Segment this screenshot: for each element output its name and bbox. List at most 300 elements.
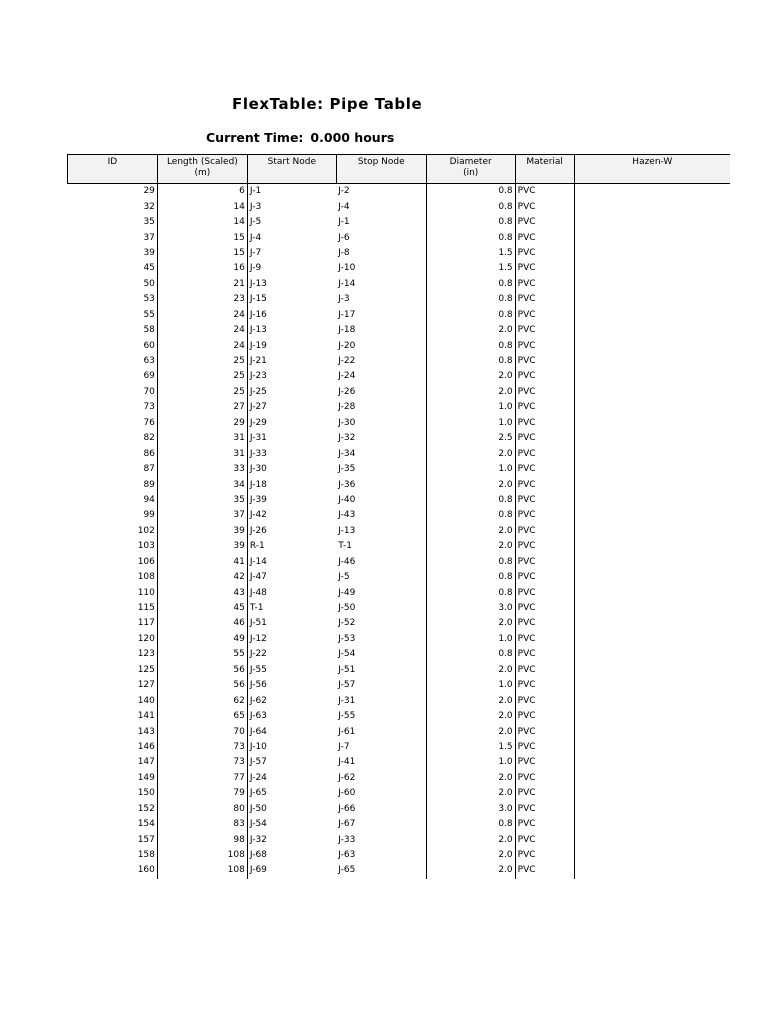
material-cell: PVC xyxy=(515,755,574,770)
material-cell: PVC xyxy=(515,446,574,461)
length-cell: 43 xyxy=(157,585,247,600)
table-row[interactable] xyxy=(68,616,731,631)
stop-node-cell: J-35 xyxy=(336,462,426,477)
table-row[interactable] xyxy=(68,184,731,200)
column-header-id[interactable] xyxy=(68,155,158,184)
table-row[interactable] xyxy=(68,308,731,323)
table-row[interactable] xyxy=(68,416,731,431)
material-cell: PVC xyxy=(515,863,574,878)
material-cell: PVC xyxy=(515,632,574,647)
table-row[interactable] xyxy=(68,323,731,338)
id-cell: 39 xyxy=(68,246,158,261)
material-cell: PVC xyxy=(515,647,574,662)
table-row[interactable] xyxy=(68,354,731,369)
material-cell: PVC xyxy=(515,431,574,446)
length-cell: 31 xyxy=(157,431,247,446)
table-row[interactable] xyxy=(68,292,731,307)
material-cell: PVC xyxy=(515,416,574,431)
diameter-cell: 0.8 xyxy=(426,230,515,245)
diameter-cell: 0.8 xyxy=(426,338,515,353)
id-cell: 55 xyxy=(68,308,158,323)
diameter-cell: 2.0 xyxy=(426,369,515,384)
table-row[interactable] xyxy=(68,817,731,832)
start-node-cell: J-56 xyxy=(249,680,267,691)
hazen-williams-cell xyxy=(574,446,730,461)
table-row[interactable] xyxy=(68,246,731,261)
table-row[interactable] xyxy=(68,230,731,245)
table-body xyxy=(68,184,731,879)
material-cell: PVC xyxy=(515,585,574,600)
hazen-williams-cell xyxy=(574,663,730,678)
diameter-cell: 0.8 xyxy=(426,647,515,662)
material-cell: PVC xyxy=(515,848,574,863)
table-row[interactable] xyxy=(68,338,731,353)
length-cell: 14 xyxy=(157,199,247,214)
table-row[interactable] xyxy=(68,709,731,724)
start-node-cell: J-15 xyxy=(249,294,267,305)
diameter-cell: 2.0 xyxy=(426,832,515,847)
diameter-cell: 2.0 xyxy=(426,524,515,539)
diameter-cell: 1.0 xyxy=(426,416,515,431)
diameter-cell: 0.8 xyxy=(426,215,515,230)
start-node-cell: J-65 xyxy=(249,788,267,799)
id-cell: 115 xyxy=(68,601,158,616)
current-time xyxy=(206,130,394,145)
id-cell: 117 xyxy=(68,616,158,631)
table-row[interactable] xyxy=(68,539,731,554)
id-cell: 37 xyxy=(68,230,158,245)
hazen-williams-cell xyxy=(574,400,730,415)
start-node-cell: J-4 xyxy=(249,232,262,243)
material-cell: PVC xyxy=(515,616,574,631)
diameter-cell: 2.0 xyxy=(426,323,515,338)
material-cell: PVC xyxy=(515,462,574,477)
length-cell: 98 xyxy=(157,832,247,847)
diameter-cell: 2.0 xyxy=(426,663,515,678)
start-node-cell: J-32 xyxy=(249,834,267,845)
current-time-label: Current Time: xyxy=(206,130,304,145)
diameter-cell: 0.8 xyxy=(426,555,515,570)
table-row[interactable] xyxy=(68,678,731,693)
id-cell: 45 xyxy=(68,261,158,276)
length-cell: 39 xyxy=(157,539,247,554)
hazen-williams-cell xyxy=(574,369,730,384)
start-node-cell: J-5 xyxy=(249,217,262,228)
table-row[interactable] xyxy=(68,724,731,739)
diameter-cell: 2.0 xyxy=(426,693,515,708)
table-row[interactable] xyxy=(68,431,731,446)
table-row[interactable] xyxy=(68,755,731,770)
length-cell: 21 xyxy=(157,277,247,292)
id-cell: 123 xyxy=(68,647,158,662)
column-header-hazen-williams[interactable] xyxy=(574,155,730,184)
stop-node-cell: J-6 xyxy=(336,230,426,245)
id-cell: 110 xyxy=(68,585,158,600)
table-row[interactable] xyxy=(68,647,731,662)
stop-node-cell: J-57 xyxy=(336,678,426,693)
id-cell: 103 xyxy=(68,539,158,554)
diameter-cell: 0.8 xyxy=(426,354,515,369)
material-cell: PVC xyxy=(515,740,574,755)
hazen-williams-cell xyxy=(574,462,730,477)
stop-node-cell: J-22 xyxy=(336,354,426,369)
start-node-cell: J-16 xyxy=(249,309,267,320)
id-cell: 94 xyxy=(68,493,158,508)
start-node-cell: J-1 xyxy=(249,186,262,197)
table-row[interactable] xyxy=(68,508,731,523)
table-row[interactable] xyxy=(68,786,731,801)
table-row[interactable] xyxy=(68,802,731,817)
material-cell: PVC xyxy=(515,817,574,832)
id-cell: 160 xyxy=(68,863,158,878)
stop-node-cell: J-3 xyxy=(336,292,426,307)
material-cell: PVC xyxy=(515,709,574,724)
length-cell: 73 xyxy=(157,740,247,755)
id-cell: 89 xyxy=(68,477,158,492)
start-node-cell: J-42 xyxy=(249,510,267,521)
length-cell: 79 xyxy=(157,786,247,801)
id-cell: 149 xyxy=(68,771,158,786)
length-cell: 33 xyxy=(157,462,247,477)
table-row[interactable] xyxy=(68,832,731,847)
start-node-cell: J-33 xyxy=(249,448,267,459)
id-cell: 86 xyxy=(68,446,158,461)
diameter-cell: 2.5 xyxy=(426,431,515,446)
id-cell: 143 xyxy=(68,724,158,739)
table-row[interactable] xyxy=(68,524,731,539)
length-cell: 34 xyxy=(157,477,247,492)
id-cell: 82 xyxy=(68,431,158,446)
stop-node-cell: J-5 xyxy=(336,570,426,585)
id-cell: 53 xyxy=(68,292,158,307)
start-node-cell: J-30 xyxy=(249,464,267,475)
table-row[interactable] xyxy=(68,663,731,678)
start-node-cell: J-50 xyxy=(249,803,267,814)
length-cell: 24 xyxy=(157,338,247,353)
column-header-label: Hazen-W xyxy=(632,157,673,167)
start-node-cell: J-24 xyxy=(249,772,267,783)
start-node-cell: J-54 xyxy=(249,819,267,830)
length-cell: 77 xyxy=(157,771,247,786)
length-cell: 25 xyxy=(157,369,247,384)
table-row[interactable] xyxy=(68,493,731,508)
length-cell: 29 xyxy=(157,416,247,431)
id-cell: 32 xyxy=(68,199,158,214)
diameter-cell: 0.8 xyxy=(426,308,515,323)
column-header-unit: (m) xyxy=(194,168,211,178)
table-row[interactable] xyxy=(68,632,731,647)
hazen-williams-cell xyxy=(574,647,730,662)
hazen-williams-cell xyxy=(574,555,730,570)
hazen-williams-cell xyxy=(574,724,730,739)
stop-node-cell: J-63 xyxy=(336,848,426,863)
hazen-williams-cell xyxy=(574,524,730,539)
table-row[interactable] xyxy=(68,400,731,415)
diameter-cell: 2.0 xyxy=(426,539,515,554)
id-cell: 69 xyxy=(68,369,158,384)
table-row[interactable] xyxy=(68,385,731,400)
diameter-cell: 1.5 xyxy=(426,740,515,755)
hazen-williams-cell xyxy=(574,709,730,724)
hazen-williams-cell xyxy=(574,693,730,708)
length-cell: 25 xyxy=(157,354,247,369)
stop-node-cell: J-24 xyxy=(336,369,426,384)
diameter-cell: 0.8 xyxy=(426,184,515,200)
start-node-cell: J-22 xyxy=(249,649,267,660)
material-cell: PVC xyxy=(515,693,574,708)
start-node-cell: J-48 xyxy=(249,587,267,598)
material-cell: PVC xyxy=(515,230,574,245)
start-node-cell: R-1 xyxy=(249,541,265,552)
material-cell: PVC xyxy=(515,724,574,739)
stop-node-cell: J-31 xyxy=(336,693,426,708)
length-cell: 108 xyxy=(157,863,247,878)
table-row[interactable] xyxy=(68,477,731,492)
start-node-cell: J-9 xyxy=(249,263,262,274)
material-cell: PVC xyxy=(515,354,574,369)
diameter-cell: 0.8 xyxy=(426,199,515,214)
table-row[interactable] xyxy=(68,863,731,878)
diameter-cell: 1.0 xyxy=(426,462,515,477)
diameter-cell: 2.0 xyxy=(426,771,515,786)
material-cell: PVC xyxy=(515,369,574,384)
start-node-cell: J-57 xyxy=(249,757,267,768)
diameter-cell: 1.5 xyxy=(426,246,515,261)
start-node-cell: J-13 xyxy=(249,278,267,289)
column-header-material[interactable] xyxy=(515,155,574,184)
length-cell: 14 xyxy=(157,215,247,230)
diameter-cell: 1.0 xyxy=(426,755,515,770)
table-row[interactable] xyxy=(68,601,731,616)
stop-node-cell: J-66 xyxy=(336,802,426,817)
hazen-williams-cell xyxy=(574,740,730,755)
hazen-williams-cell xyxy=(574,585,730,600)
material-cell: PVC xyxy=(515,663,574,678)
column-header-stop-node[interactable] xyxy=(336,155,426,184)
stop-node-cell: J-7 xyxy=(336,740,426,755)
diameter-cell: 2.0 xyxy=(426,385,515,400)
column-header-label: Material xyxy=(526,157,563,167)
hazen-williams-cell xyxy=(574,261,730,276)
current-time-value: 0.000 hours xyxy=(310,130,395,145)
id-cell: 108 xyxy=(68,570,158,585)
stop-node-cell: J-10 xyxy=(336,261,426,276)
length-cell: 35 xyxy=(157,493,247,508)
material-cell: PVC xyxy=(515,261,574,276)
id-cell: 127 xyxy=(68,678,158,693)
table-row[interactable] xyxy=(68,446,731,461)
length-cell: 49 xyxy=(157,632,247,647)
table-row[interactable] xyxy=(68,369,731,384)
material-cell: PVC xyxy=(515,786,574,801)
hazen-williams-cell xyxy=(574,493,730,508)
stop-node-cell: J-1 xyxy=(336,215,426,230)
stop-node-cell: J-61 xyxy=(336,724,426,739)
hazen-williams-cell xyxy=(574,678,730,693)
start-node-cell: J-21 xyxy=(249,356,267,367)
start-node-cell: J-63 xyxy=(249,711,267,722)
length-cell: 62 xyxy=(157,693,247,708)
stop-node-cell: J-30 xyxy=(336,416,426,431)
hazen-williams-cell xyxy=(574,539,730,554)
material-cell: PVC xyxy=(515,400,574,415)
stop-node-cell: J-2 xyxy=(336,184,426,200)
start-node-cell: J-51 xyxy=(249,618,267,629)
column-header-label: Diameter xyxy=(449,157,492,167)
id-cell: 35 xyxy=(68,215,158,230)
id-cell: 140 xyxy=(68,693,158,708)
material-cell: PVC xyxy=(515,277,574,292)
hazen-williams-cell xyxy=(574,508,730,523)
length-cell: 83 xyxy=(157,817,247,832)
material-cell: PVC xyxy=(515,385,574,400)
start-node-cell: J-25 xyxy=(249,386,267,397)
stop-node-cell: J-36 xyxy=(336,477,426,492)
pipe-table xyxy=(67,154,730,879)
diameter-cell: 0.8 xyxy=(426,817,515,832)
column-header-label: Start Node xyxy=(267,157,316,167)
start-node-cell: J-64 xyxy=(249,726,267,737)
start-node-cell: J-39 xyxy=(249,494,267,505)
diameter-cell: 1.0 xyxy=(426,632,515,647)
hazen-williams-cell xyxy=(574,277,730,292)
hazen-williams-cell xyxy=(574,632,730,647)
hazen-williams-cell xyxy=(574,292,730,307)
id-cell: 157 xyxy=(68,832,158,847)
stop-node-cell: J-55 xyxy=(336,709,426,724)
length-cell: 70 xyxy=(157,724,247,739)
id-cell: 152 xyxy=(68,802,158,817)
diameter-cell: 3.0 xyxy=(426,601,515,616)
diameter-cell: 2.0 xyxy=(426,724,515,739)
hazen-williams-cell xyxy=(574,771,730,786)
length-cell: 25 xyxy=(157,385,247,400)
start-node-cell: J-7 xyxy=(249,247,262,258)
column-header-label: ID xyxy=(107,157,118,167)
table-row[interactable] xyxy=(68,848,731,863)
diameter-cell: 1.0 xyxy=(426,400,515,415)
start-node-cell: J-10 xyxy=(249,741,267,752)
material-cell: PVC xyxy=(515,771,574,786)
id-cell: 147 xyxy=(68,755,158,770)
start-node-cell: J-47 xyxy=(249,572,267,583)
length-cell: 73 xyxy=(157,755,247,770)
table-header-row xyxy=(68,155,731,184)
table-row[interactable] xyxy=(68,740,731,755)
material-cell: PVC xyxy=(515,184,574,200)
length-cell: 80 xyxy=(157,802,247,817)
stop-node-cell: J-18 xyxy=(336,323,426,338)
id-cell: 154 xyxy=(68,817,158,832)
start-node-cell: J-3 xyxy=(249,201,262,212)
column-header-start-node[interactable] xyxy=(247,155,336,184)
length-cell: 108 xyxy=(157,848,247,863)
id-cell: 158 xyxy=(68,848,158,863)
table-row[interactable] xyxy=(68,215,731,230)
length-cell: 56 xyxy=(157,663,247,678)
stop-node-cell: J-40 xyxy=(336,493,426,508)
stop-node-cell: J-54 xyxy=(336,647,426,662)
material-cell: PVC xyxy=(515,493,574,508)
length-cell: 45 xyxy=(157,601,247,616)
start-node-cell: J-69 xyxy=(249,865,267,876)
start-node-cell: J-26 xyxy=(249,525,267,536)
id-cell: 70 xyxy=(68,385,158,400)
hazen-williams-cell xyxy=(574,832,730,847)
id-cell: 99 xyxy=(68,508,158,523)
material-cell: PVC xyxy=(515,246,574,261)
hazen-williams-cell xyxy=(574,616,730,631)
column-header-diameter[interactable] xyxy=(426,155,515,184)
hazen-williams-cell xyxy=(574,601,730,616)
table-row[interactable] xyxy=(68,462,731,477)
table-row[interactable] xyxy=(68,771,731,786)
stop-node-cell: J-32 xyxy=(336,431,426,446)
table-row[interactable] xyxy=(68,277,731,292)
id-cell: 63 xyxy=(68,354,158,369)
stop-node-cell: J-51 xyxy=(336,663,426,678)
hazen-williams-cell xyxy=(574,308,730,323)
table-row[interactable] xyxy=(68,555,731,570)
stop-node-cell: J-53 xyxy=(336,632,426,647)
diameter-cell: 2.0 xyxy=(426,848,515,863)
material-cell: PVC xyxy=(515,338,574,353)
length-cell: 46 xyxy=(157,616,247,631)
id-cell: 58 xyxy=(68,323,158,338)
id-cell: 150 xyxy=(68,786,158,801)
stop-node-cell: J-41 xyxy=(336,755,426,770)
diameter-cell: 2.0 xyxy=(426,616,515,631)
diameter-cell: 0.8 xyxy=(426,570,515,585)
length-cell: 42 xyxy=(157,570,247,585)
stop-node-cell: J-4 xyxy=(336,199,426,214)
hazen-williams-cell xyxy=(574,230,730,245)
id-cell: 60 xyxy=(68,338,158,353)
start-node-cell: J-23 xyxy=(249,371,267,382)
stop-node-cell: J-28 xyxy=(336,400,426,415)
hazen-williams-cell xyxy=(574,863,730,878)
hazen-williams-cell xyxy=(574,338,730,353)
table-row[interactable] xyxy=(68,693,731,708)
diameter-cell: 0.8 xyxy=(426,493,515,508)
id-cell: 120 xyxy=(68,632,158,647)
id-cell: 76 xyxy=(68,416,158,431)
hazen-williams-cell xyxy=(574,570,730,585)
stop-node-cell: J-60 xyxy=(336,786,426,801)
column-header-label: Stop Node xyxy=(357,157,405,167)
id-cell: 106 xyxy=(68,555,158,570)
hazen-williams-cell xyxy=(574,817,730,832)
stop-node-cell: J-26 xyxy=(336,385,426,400)
table-row[interactable] xyxy=(68,570,731,585)
stop-node-cell: J-46 xyxy=(336,555,426,570)
table-row[interactable] xyxy=(68,585,731,600)
hazen-williams-cell xyxy=(574,477,730,492)
start-node-cell: J-29 xyxy=(249,417,267,428)
column-header-length[interactable] xyxy=(157,155,247,184)
column-header-unit: (in) xyxy=(463,168,479,178)
stop-node-cell: J-49 xyxy=(336,585,426,600)
material-cell: PVC xyxy=(515,802,574,817)
table-row[interactable] xyxy=(68,199,731,214)
start-node-cell: J-18 xyxy=(249,479,267,490)
length-cell: 55 xyxy=(157,647,247,662)
stop-node-cell: J-50 xyxy=(336,601,426,616)
start-node-cell: J-12 xyxy=(249,633,267,644)
table-row[interactable] xyxy=(68,261,731,276)
length-cell: 65 xyxy=(157,709,247,724)
hazen-williams-cell xyxy=(574,848,730,863)
